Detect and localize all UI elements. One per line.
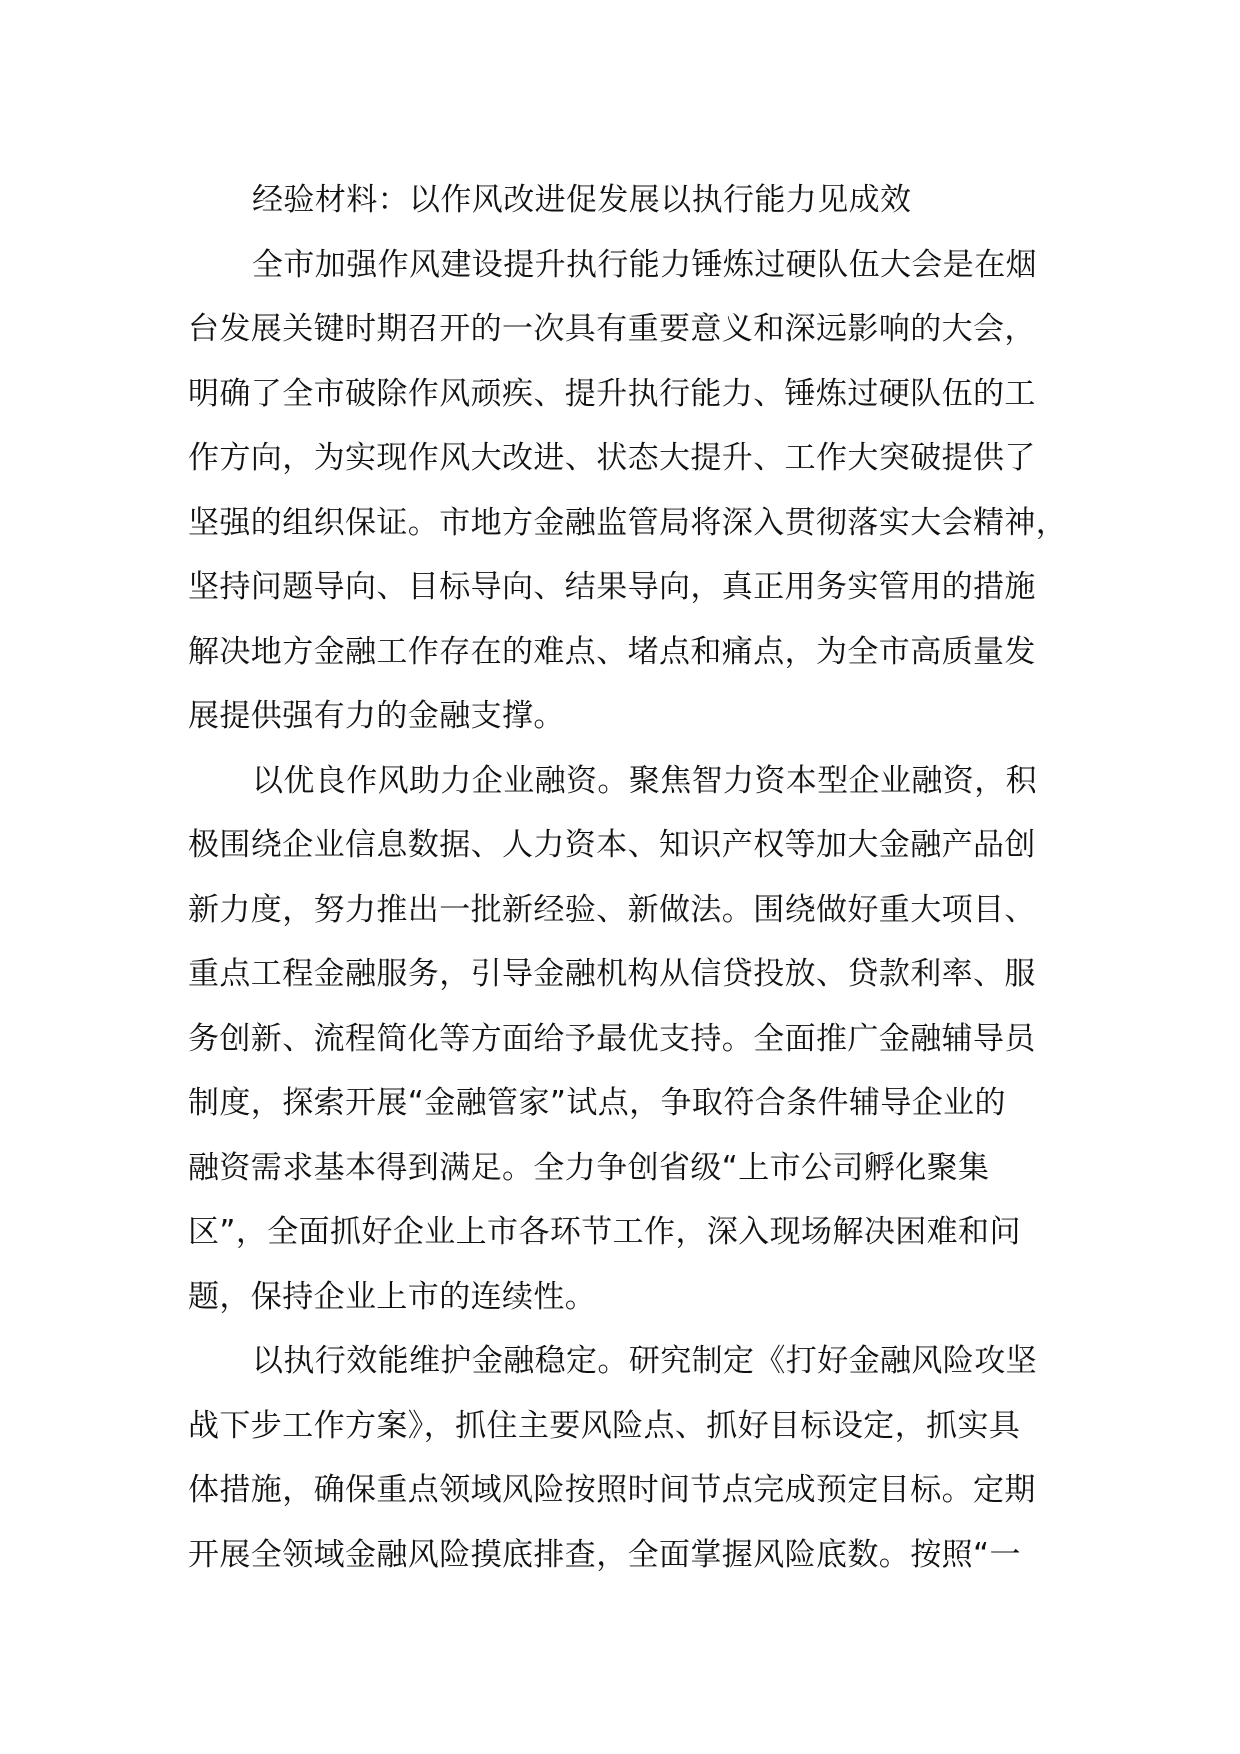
- paragraph-line: 新力度，努力推出一批新经验、新做法。围绕做好重大项目、: [188, 891, 1036, 928]
- paragraph-line: 坚持问题导向、目标导向、结果导向，真正用务实管用的措施: [188, 569, 1036, 605]
- paragraph-line: 全市加强作风建设提升执行能力锤炼过硬队伍大会是在烟: [252, 246, 1037, 283]
- document-body: [188, 168, 1068, 1587]
- paragraph-line: 体措施，确保重点领域风险按照时间节点完成预定目标。定期: [188, 1472, 1036, 1508]
- paragraph-line: 区”，全面抓好企业上市各环节工作，深入现场解决困难和问: [188, 1214, 1021, 1250]
- document-title: 经验材料：以作风改进促发展以执行能力见成效: [252, 182, 912, 218]
- paragraph-line: 解决地方金融工作存在的难点、堵点和痛点，为全市高质量发: [188, 633, 1036, 670]
- paragraph-line: 明确了全市破除作风顽疾、提升执行能力、锤炼过硬队伍的工: [188, 375, 1036, 412]
- paragraph-line: 坚强的组织保证。市地方金融监管局将深入贯彻落实大会精神，: [188, 504, 1068, 541]
- paragraph-1: [188, 233, 1068, 749]
- paragraph-line: 极围绕企业信息数据、人力资本、知识产权等加大金融产品创: [188, 827, 1036, 863]
- paragraph-line: 题，保持企业上市的连续性。: [188, 1278, 597, 1315]
- paragraph-line: 台发展关键时期召开的一次具有重要意义和深远影响的大会，: [188, 311, 1036, 347]
- paragraph-line: 以优良作风助力企业融资。聚焦智力资本型企业融资，积: [252, 762, 1037, 799]
- paragraph-3: [188, 1329, 1068, 1587]
- paragraph-line: 融资需求基本得到满足。全力争创省级“上市公司孵化聚集: [188, 1149, 990, 1186]
- paragraph-line: 展提供强有力的金融支撑。: [188, 698, 565, 734]
- paragraph-line: 以执行效能维护金融稳定。研究制定《打好金融风险攻坚: [252, 1343, 1037, 1379]
- paragraph-line: 战下步工作方案》，抓住主要风险点、抓好目标设定，抓实具: [188, 1407, 1021, 1444]
- paragraph-line: 开展全领域金融风险摸底排查，全面掌握风险底数。按照“一: [188, 1536, 1021, 1573]
- paragraph-line: 制度，探索开展“金融管家”试点，争取符合条件辅导企业的: [188, 1085, 1006, 1121]
- paragraph-2: [188, 749, 1068, 1330]
- paragraph-line: 作方向，为实现作风大改进、状态大提升、工作大突破提供了: [188, 440, 1036, 476]
- paragraph-line: 重点工程金融服务，引导金融机构从信贷投放、贷款利率、服: [188, 956, 1036, 992]
- paragraph-line: 务创新、流程简化等方面给予最优支持。全面推广金融辅导员: [188, 1020, 1036, 1057]
